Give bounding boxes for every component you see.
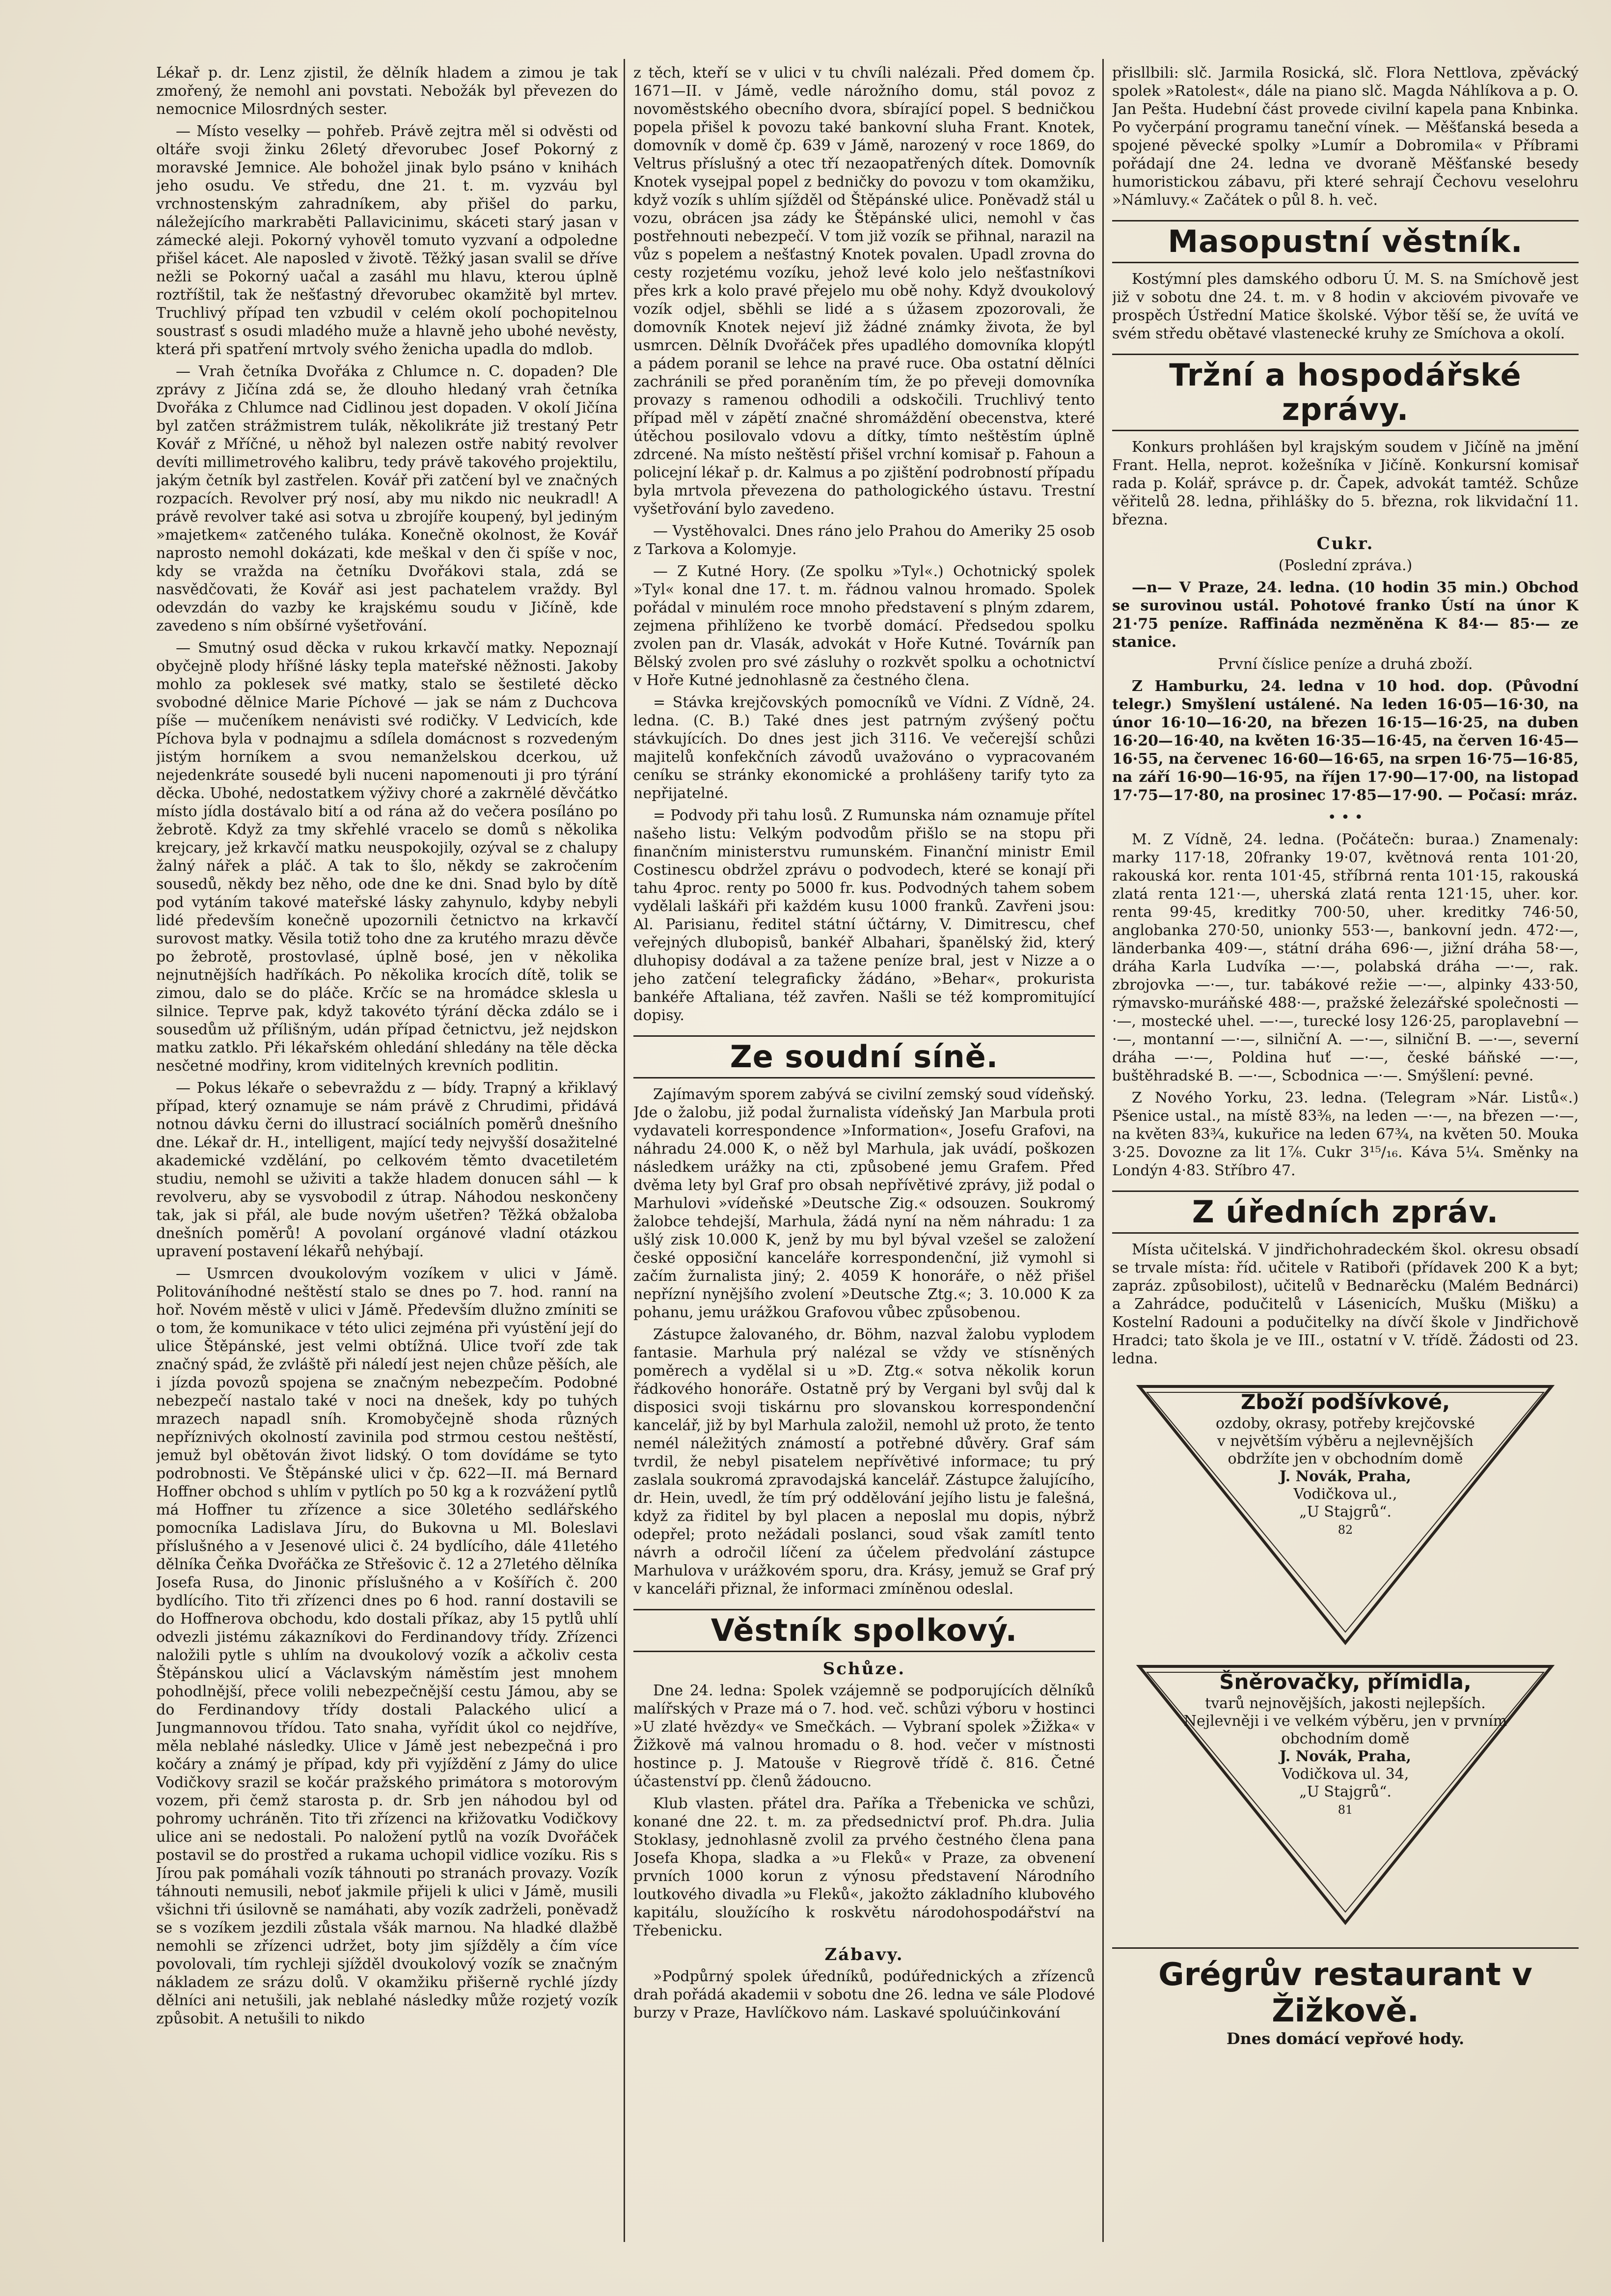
column-1 [156,64,618,2237]
separator-dots: • • • [1327,809,1364,826]
subsection-heading: Zábavy. [824,1945,904,1964]
section-heading: Ze soudní síně. [633,1035,1095,1079]
article-text: — Vystěhovalci. Dnes ráno jelo Prahou do Ameriky 25 osob z Tarkova a Kolomyje. [633,523,1095,558]
article-text: Dne 24. ledna: Spolek vzájemně se podporujících dělníků malířských v Praze má o 7. hod. več. schůzi výboru v hostinci »U zlaté hvězdy« ve Smečkách. — Vybraní spolek »Žižka« v Žižkově má valnou hromadu o 8. hod. večer v místnosti hostince p. J. Matouše v Riegrově třídě č. 816. Četné účastenství pp. členů žádoucno. [633,1682,1095,1790]
article-text: z těch, kteří se v ulici v tu chvíli nalézali. Před domem čp. 1671—II. v Jámě, vedle nárožního domu, stál povoz z novoměstského obecního dvora, sbírající popel. S bedničkou popela přišel k povozu také bankovní sluha Frant. Knotek, domovník v domě čp. 639 v Jámě, narozený v roce 1869, do Veltrus příslušný a otec tří nezaopatřených dítek. Domovník Knotek vysejpal popel z bedničky do povozu v tom okamžiku, když vozík s uhlím sjížděl od Štěpánské ulice. Poněvadž stál u vozu, obrácen jsa zády ke Štěpánské ulici, nemohl v čas postřehnouti nebezpečí. V tom již vozík se přihnal, narazil na vůz s popelem a nešťastný Knotek povalen. Upadl zrovna do cesty rozjetému vozíku, jehož levé kolo jelo nešťastníkovi přes krk a kolo pravé přejelo mu obě nohy. Když dvoukolový vozík odjel, sběhli se lidé a s úžasem zpozorovali, že domovník Knotek nejeví již žádné známky života, že byl usmrcen. Dělník Dvořáček přes upadlého domovníka klopýtl a pádem poranil se lehce na pravé ruce. Oba ostatní dělníci zachránili se před poraněním tím, že po převeji domovníka provazy s ramenou odhodili a odskočili. Truchlivý tento případ měl v zápětí značné shromáždění obecenstva, které útěchou posilovalo vdovu a dítky, tímto neštěstím úplně zdrcené. Na místo neštěstí přišel vrchní komisař p. Fahoun a policejní lékař p. dr. Kalmus a po zjištění podrobností případu byla mrtvola převezena do pathologického ústavu. Trestní vyšetřování bylo zavedeno. [633,64,1095,518]
article-text: — Smutný osud děcka v rukou krkavčí matky. Nepoznají obyčejně plody hříšné lásky tepla mateřské něžnosti. Jakoby mohlo za poklesek své matky, stalo se šestileté děcko svobodné dělnice Marie Píchové — jak se nám z Duchcova píše — mučeníkem nenávisti své rodičky. V Ledvicích, kde Píchova byla v podnajmu a sdílela domácnost s rozvedeným jistým horníkem a svou nemanželskou dcerkou, už nejedenkráte sousedé byli nuceni napomenouti ji pro týrání děcka. Ubohé, nedostatkem výživy choré a zakrnělé děvčátko místo jídla dostávalo bití a od rána až do večera posíláno po žebrotě. Když za tmy skřehlé vracelo se domů s několika krejcary, jež krkavčí matku neuspokojily, ozýval se z chalupy žalný nářek a pláč. A tak to šlo, někdy se zakročením sousedů, někdy bez něho, ode dne ke dni. Snad bylo by dítě pod vytáním takové mateřské lásky zahynulo, kdyby nebyli lidé především konečně upozornili četnictvo na krkavčí surovost matky. Věsila totiž toho dne za krutého mrazu děvče po žebrotě, prostovlasé, úplně bosé, jen v několika nejnutnějších hadříkách. Po několika krocích dítě, tolik se zimou, dalo se do pláče. Krčíc se na hromádce sklesla u silnice. Teprve pak, když takovéto týrání děcka zdálo se i sousedům už přílišným, udán případ četnictvu, jež nejdskon matku zatklo. Při lékařském ohledání shledány na těle děcka nesčetné modřiny, krom viditelných krevních podlitin. [156,639,618,1075]
ad-number: 81 [1338,1803,1353,1817]
ad-title: Šněrovačky, přímidla, [1219,1670,1472,1694]
article-text: Lékař p. dr. Lenz zjistil, že dělník hladem a zimou je tak zmořený, že nemohl ani povstati. Nebožák byl převezen do nemocnice Milosrdných sester. [156,64,618,118]
ad-line: tvarů nejnovějších, jakosti nejlepších. Nejlevněji i ve velkém výběru, jen v prvním obchodním domě [1183,1695,1507,1747]
article-note: První číslice peníze a druhá zboží. [1218,656,1473,673]
advertisement-corsets [1134,1662,1556,1928]
article-text: —n— V Praze, 24. ledna. (10 hodin 35 min.) Obchod se surovinou ustál. Pohotové franko Ústí na únor K 21·75 peníze. Raffináda nezměněna K 84·— 85·— ze stanice. [1112,579,1579,651]
column-rule [624,59,625,2242]
article-text: Z Hamburku, 24. ledna v 10 hod. dop. (Původní telegr.) Smyšlení ustálené. Na leden 16·05—16·30, na únor 16·10—16·20, na březen 16·15—16·25, na duben 16·20—16·40, na květen 16·35—16·45, na červen 16·45—16·55, na červenec 16·60—16·65, na srpen 16·75—16·85, na září 16·90—16·95, na říjen 17·90—17·00, na listopad 17·75—17·80, na prosinec 17·85—17·90. — Počasí: mráz. [1112,678,1579,804]
article-text: Místa učitelská. V jindřichohradeckém škol. okresu obsadí se trvale místa: říd. učitele v Ratiboři (přídavek 200 K a byt; zapráz. způsobilost), učitelů v Bednarěcku (Malém Bednárci) a Zahrádce, podučitelů v Lásenicích, Mušku (Mišku) a Kostelní Radouni a podučitelky na dívčí škole v Jindřichově Hradci; tato škola je ve III., ostatní v V. třídě. Žádosti od 23. ledna. [1112,1241,1579,1367]
article-text: — Z Kutné Hory. (Ze spolku »Tyl«.) Ochotnický spolek »Tyl« konal dne 17. t. m. řádnou valnou hromado. Spolek pořádal v minulém roce mnoho představení s plným zdarem, zejmena přihlíženo ke tvorbě domácí. Předsedou spolku zvolen pan dr. Vlasák, advokát v Hoře Kutné. Továrník pan Bělský zvolen pro své zásluhy o rozkvět spolku a ochotnictví v Hoře Kutné jednohlasně za čestného člena. [633,563,1095,689]
subsection-heading: Schůze. [822,1659,906,1679]
ad-line: ozdoby, okrasy, potřeby krejčovské [1215,1415,1475,1432]
ad-title: Zboží podšívkové, [1240,1390,1450,1414]
article-text: = Stávka krejčovských pomocníků ve Vídni. Z Vídně, 24. ledna. (C. B.) Také dnes jest patrným zvýšený počtu stávkujících. Do dnes jest jich 3116. Ve večerejší schůzi majitelů konfekčních závodů uvažováno o vypracovaném ceníku se stránky ekonomické a prohlášeny tarify tyto za nepřijatelné. [633,694,1095,802]
article-text: Klub vlasten. přátel dra. Paříka a Třebenicka ve schůzi, konané dne 22. t. m. za předsednictví prof. Ph.dra. Julia Stoklasy, jednohlasně zvolil za prvého čestného člena pana Josefa Khopa, sladka a »u Fleků« v Praze, za obvenení prvních 1000 korun z výnosu představení Národního loutkového divadla »u Fleků«, jakožto základního klubového kapitálu, sloužícího k roskvětu národohospodářství na Třebenicku. [633,1795,1095,1939]
article-text: — Pokus lékaře o sebevraždu z — bídy. Trapný a křiklavý případ, který oznamuje se nám právě z Chrudimi, přidává notnou dávku černi do illustrací sociálních poměrů dnešního dne. Lékař dr. H., intelligent, mající tedy nejvyšší dosažitelné akademické vzdělání, po celkovém těmto dvacetiletém studiu, nemohl se uživiti a takže hladem donucen sáhl — k revolveru, aby se vysvobodil z útrap. Náhodou neskončeny tak, jak si přál, ale bude novým ušetřen? Těžká obžaloba dnešních poměrů! A povolaní orgánové vladní otázkou upravení postavení lékařů nehýbají. [156,1079,618,1260]
ad-line: „U Stajgrů“. [1299,1783,1392,1800]
article-text: — Vrah četníka Dvořáka z Chlumce n. C. dopaden? Dle zprávy z Jičína zdá se, že dlouho hledaný vrah četníka Dvořáka z Chlumce nad Cidlinou jest dopaden. V okolí Jičína byl zatčen strážmistrem tulák, několikráte již trestaný Petr Kovář z Mříčné, u něhož byl nalezen ostře nabitý revolver devíti millimetrového kalibru, tedy právě takového projektilu, jakým četník byl zastřelen. Kovář při zatčení byl ve značných rozpacích. Revolver prý nosí, aby mu nikdo nic neukradl! A právě revolver také asi sotva u zbrojíře koupený, byl jediným »majetkem« zatčeného tuláka. Konečně okolnost, že Kovář naprosto nemohl dokázati, kde meškal v den či spíše v noc, kdy se vražda na četníku Dvořákovi stala, zdá se nasvědčovati, že Kovář asi jest pachatelem vraždy. Byl odevzdán do vazby ke krajskému soudu v Jičíně, kde zavedeno s ním obšírné vyšetřování. [156,363,618,635]
section-heading: Masopustní věstník. [1112,220,1579,263]
article-text: M. Z Vídně, 24. ledna. (Počátečn: buraa.) Znamenaly: marky 117·18, 20franky 19·07, květnová renta 101·20, rakouská kor. renta 101·45, stříbrná renta 101·15, rakouská zlatá renta 121·—, uherská zlatá renta 121·15, uher. kor. renta 99·45, kreditky 700·50, uher. kreditky 746·50, anglobanka 270·50, unionky 553·—, bankovní jedn. 472·—, länderbanka 409·—, státní dráha 696·—, jižní dráha 58·—, dráha Karla Ludvíka —·—, polabská dráha —·—, rak. zbrojovka —·—, tur. tabákové režie —·—, alpinky 433·50, rýmavsko-muráňské 488·—, pražské železářské společnosti —·—, mostecké uhel. —·—, turecké losy 126·25, paroplavební —·—, montanní —·—, silniční A. —·—, silniční B. —·—, severní dráha —·—, Poldina huť —·—, české báňské —·—, buštěhradské B. —·—, Scbodnica —·—. Smýšlení: pevné. [1112,831,1579,1084]
ad-line: „U Stajgrů“. [1299,1503,1392,1521]
article-text: Z Nového Yorku, 23. ledna. (Telegram »Nár. Listů«.) Pšenice ustal., na místě 83⅜, na leden —·—, na březen —·—, na květen 83¾, kukuřice na leden 67¾, na květen 50. Mouka 3·25. Dovozne za lit 1⅞. Cukr 3¹⁵/₁₆. Káva 5¼. Směnky na Londýn 4·83. Stříbro 47. [1112,1089,1579,1179]
ad-line: Vodičkova ul., [1293,1486,1397,1503]
section-heading: Tržní a hospodářské zprávy. [1112,354,1579,431]
restaurant-ad-title: Grégrův restaurant v Žižkově. [1112,1947,1579,2029]
article-text: Kostýmní ples damského odboru Ú. M. S. na Smíchově jest již v sobotu dne 24. t. m. v 8 hodin v akciovém pivovaře ve prospěch Ústřední Matice školské. Výbor těší se, že uvítá ve svém středu obětavé vlastenecké kruhy ze Smíchova a okolí. [1112,271,1579,342]
article-text: Konkurs prohlášen byl krajským soudem v Jičíně na jmění Frant. Hella, neprot. kožešníka v Jičíně. Konkursní komisař rada p. Kolář, správce p. dr. Čapek, advokát tamtéž. Schůze věřitelů 28. ledna, přihlášky do 5. března, rok likvidační 11. března. [1112,439,1579,528]
restaurant-ad-subtitle: Dnes domácí vepřové hody. [1226,2029,1465,2048]
ad-line: v největším výběru a nejlevnějších obdržíte jen v obchodním domě [1217,1433,1474,1467]
article-text: Zajímavým sporem zabývá se civilní zemský soud vídeňský. Jde o žalobu, již podal žurnalista vídeňský Jan Marbula proti vydavateli korrespondence »Information«, Josefu Grafovi, na náhradu 24.000 K, o něž byl Marhula, jak uvádí, poškozen následkem urážky na cti, způsobené jemu Grafem. Před dvěma lety byl Graf pro obsah nepřívětivé zprávy, již podal o Marhulovi »vídeňské »Deutsche Zig.« odsouzen. Soukromý žalobce tehdejší, Marhula, žádá nyní na něm náhradu: 1 za ušlý zisk 10.000 K, jenž by mu byl býval vzešel se založení české opposiční kanceláře korrespondenční, již vymohl si začím žurnalista jiný; 2. 4059 K honoráře, o něž přišel nepřízní nynějšího zvolení »Deutsche Ztg.«; 3. 10.000 K za pohanu, jemu urážkou Grafovou vůbec způsobenou. [633,1086,1095,1321]
ad-line: J. Novák, Praha, [1279,1468,1412,1485]
subsection-heading: Cukr. [1316,534,1374,553]
article-text: přisllbili: slč. Jarmila Rosická, slč. Flora Nettlova, zpěvácký spolek »Ratolest«, dále na piano slč. Magda Náhlíkova a p. O. Jan Pešta. Hudební část provede civilní kapela pana Knbinka. Po vyčerpání programu taneční vínek. — Měšťanská beseda a spojené pěvecké spolky »Lumír a Dobromila« v Příbrami pořádají dne 24. ledna ve dvoraně Měšťanské besedy humoristickou zábavu, při které sehrají Čechovu veselohru »Námluvy.« Začátek o půl 8. h. več. [1112,64,1579,209]
article-text: »Podpůrný spolek úředníků, podúřednických a zřízenců drah pořádá akademii v sobotu dne 26. ledna ve sále Plodové burzy v Praze, Havlíčkovo nám. Laskavé spoluúčinkování [633,1968,1095,2021]
article-note: (Poslední zpráva.) [1278,557,1413,574]
section-heading: Z úředních zpráv. [1112,1190,1579,1234]
article-text: — Usmrcen dvoukolovým vozíkem v ulici v Jámě. Politováníhodné neštěstí stalo se dnes po 7. hod. ranní na hoř. Novém městě v ulici v Jámě. Především dlužno zmíniti se o tom, že komunikace v této ulici zejména při vyústění její do ulice Štěpánské, jest velmi obtížná. Ulice tvoří zde tak značný spád, že zvláště při náledí jest nejen chůze pěších, ale i jízda povozů spojena se značným nebezpečím. Podobné nebezpečí nastalo také v noci na dnešek, kdy po tuhých mrazech napadl sníh. Kromobyčejně shoda různých nepříznivých okolností zavinila pod strmou cestou neštěstí, jemuž byl obětován život lidský. O tom dovídáme se tyto podrobnosti. Ve Štěpánské ulici v čp. 622—II. má Bernard Hoffner obchod s uhlím v pytlích po 50 kg a k rozvážení pytlů má Hoffner tu zřízence a sice 30letého sedlářského pomocníka Ladislava Jíru, do Bukovna u Ml. Boleslavi příslušného a v Jesenové ulici č. 24 bydlícího, dále 41letého dělníka Čeňka Dvořáčka ze Střešovic č. 12 a 27letého dělníka Josefa Rusa, do Jinonic příslušného a v Košířích č. 200 bydlícího. Tito tři zřízenci dnes po 6 hod. ranní dostavili se do Hoffnerova obchodu, kdo dostali příkaz, aby 15 pytlů uhlí odvezli jistému zákazníkovi do Ferdinandovy třídy. Zřízenci naložili pytle s uhlím na dvoukolový vozík a ačkoliv cesta Štěpánskou ulicí a Václavským náměstím jest mnohem pohodlnější, přece volili nebezpečnější cestu Jámou, aby se do Ferdinandovy třídy dostali Palackého ulicí a Jungmannovou třídou. Tato snaha, vyřídit úkol co nejdříve, měla neblahé následky. Ulice v Jámě jest nebezpečná i pro kočáry a známý je případ, kdy při vyjíždění z Jámy do ulice Vodičkovy srazil se kočár pražského primátora s motorovým vozem, při čemž starosta p. dr. Srb jen náhodou byl od pohromy uchráněn. Tito tři zřízenci na křižovatku Vodičkovy ulice ani se nedostali. Po naložení pytlů na vozík Dvořáček postavil se do prostřed a rukama uchopil vidlice vozíku. Ris s Jírou pak pomáhali vozík táhnouti po stranách provazy. Vozík táhnouti nemusili, neboť jakmile přijeli k ulici v Jámě, musili všichni tři úsilovně se namáhati, aby vozík zadrželi, poněvadž se s vozíkem jezdili zůstala všák marnou. Na hladké dlažbě nemohli se zřízenci udržet, boty jim sjížděly a čím více povolovali, tím rychleji sjížděl dvoukolový vozík se značným nákladem ze srázu dolů. V okamžiku přišerně rychlé jízdy dělníci ani netušili, jak neblahé následky může rozjetý vozík způsobit. A netušili to nikdo [156,1265,618,2027]
advertisement-linings [1134,1383,1556,1648]
column-3 [1112,64,1579,2237]
article-text: Zástupce žalovaného, dr. Böhm, nazval žalobu vyplodem fantasie. Marhula prý nalézal se vždy ve stísněných poměrech a vydělal si u »D. Ztg.« sotva několik korun řádkového honoráře. Ostatně prý by Vergani byl svůj dal k disposici svoji tiskárnu pro slovanskou korrespondenční kancelář, již by byl Marhula založil, nemohl už proto, že tento nemél náležitých známostí a potřebné důvěry. Graf sám tvrdil, že nebyl pisatelem nepřívětivé informace; tu prý zaslala soukromá zpravodajská kancelář. Zástupce žalujícího, dr. Hein, uvedl, že tím prý oddělování jejího listu je falešná, když za řiditel by byl placen a neposlal mu dopis, nýbrž odepřel; proto nežádali poslanci, soud však zamítl tento návrh a odročil líčení za účelem předvolání zástupce Marhulova v urážkovém sporu, dra. Krásy, jemuž se Graf prý v kanceláři přiznal, že informaci zmíněnou odeslal. [633,1326,1095,1598]
column-rule [1102,59,1104,2242]
ad-line: J. Novák, Praha, [1279,1748,1412,1765]
section-heading: Věstník spolkový. [633,1609,1095,1652]
ad-line: Vodičkova ul. 34, [1282,1766,1409,1783]
column-2 [633,64,1095,2237]
article-text: = Podvody při tahu losů. Z Rumunska nám oznamuje přítel našeho listu: Velkým podvodům přišlo se na stopu při finančním ministerstvu rumunském. Finanční ministr Emil Costinescu obdržel zprávu o podvodech, které se konají při tahu 4proc. renty po 5000 fr. kus. Podvodných tahem sobem vydělali laškáři při každém kusu 1000 franků. Zavřeni jsou: Al. Parisianu, ředitel státní účtárny, V. Dimitrescu, chef veřejných dlubopisů, bankéř Albahari, španělský žid, který dluhopisy dodával a za tažene peníze bral, jest v Nizze a o jeho zatčení telegraficky žádáno, »Behar«, prokurista bankéře Aftaliana, též zavřen. Našli se též kompromitující dopisy. [633,807,1095,1024]
article-text: — Místo veselky — pohřeb. Právě zejtra měl si odvěsti od oltáře svoji žinku 26letý dřevorubec Josef Pokorný z moravské Jemnice. Ale bohožel jinak bylo psáno v knihách jeho osudu. Ve středu, dne 21. t. m. vyzváu byl vrchnostenským zahradníkem, aby přišel do parku, náležejícího markraběti Pallavicinimu, skáceti starý jasan v zámecké aleji. Pokorný vyhověl tomuto vyzvaní a odpoledne přišel kácet. Ale naposled v životě. Těžký jasan svalil se dříve nežli se Pokorný uačal a zasáhl mu hlavu, kterou úplně roztříštil, tak že nešťastný dřevorubec okamžitě byl mrtev. Truchlivý případ ten vzbudil v celém okolí pochopitelnou soustrasť s osudi mladého muže a hlavně jeho ubohé nevěsty, která při spatření mrtvoly svého ženicha upadla do mdlob. [156,123,618,358]
ad-number: 82 [1338,1523,1353,1537]
